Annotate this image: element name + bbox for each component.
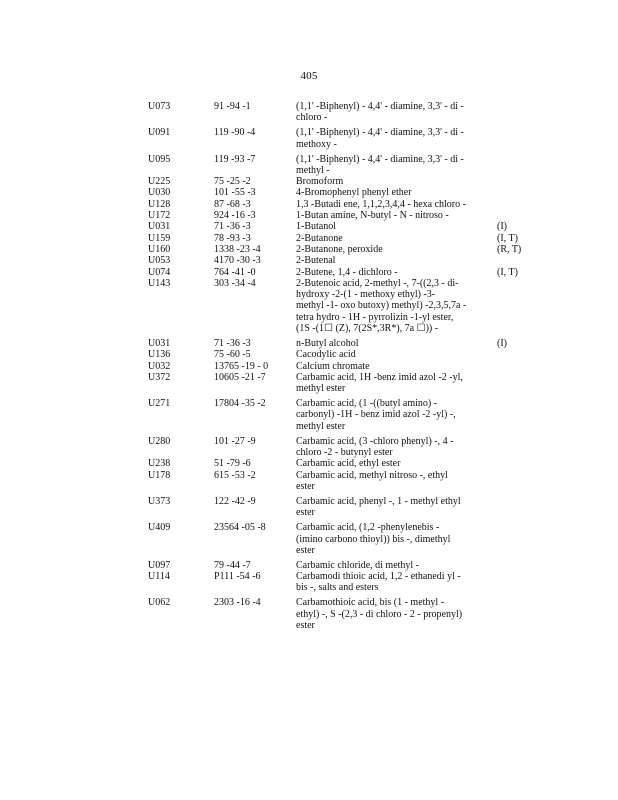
table-row — [148, 176, 528, 187]
cas-number: 23564 -05 -8 — [214, 522, 266, 534]
cas-number: 119 -90 -4 — [214, 127, 256, 139]
cas-number: P111 -54 -6 — [214, 571, 261, 583]
waste-code: U031 — [148, 338, 171, 349]
cas-number: 2303 -16 -4 — [214, 597, 261, 609]
table-row — [148, 372, 528, 395]
table-row — [148, 361, 528, 372]
cas-number: 71 -36 -3 — [214, 338, 251, 349]
cas-number: 10605 -21 -7 — [214, 371, 266, 383]
waste-code: U143 — [148, 277, 171, 289]
cas-number: 91 -94 -1 — [214, 101, 251, 112]
cas-number: 101 -55 -3 — [214, 187, 256, 199]
table-row — [148, 496, 528, 519]
substance-name: 2-Butenoic acid, 2-methyl -, 7-((2,3 - di- hydroxy -2-(1 - methoxy ethyl) -3- methyl -1- oxo butoxy) methyl) -2,3,5,7a - tetra hydro - 1H - pyrrolizin -1-yl ester, (1S -(1☐ (Z), 7(2S*,3R*), 7a ☐)) - — [296, 277, 467, 335]
table-row — [148, 244, 528, 255]
table-row — [148, 199, 528, 210]
table-row — [148, 154, 528, 177]
table-row — [148, 560, 528, 571]
cas-number: 101 -27 -9 — [214, 435, 256, 447]
waste-code: U030 — [148, 187, 171, 199]
substance-name: Carbamic acid, (1 -((butyl amino) - carbonyl) -1H - benz imid azol -2 -yl) -, methyl ester — [296, 398, 456, 432]
substance-name: Cacodylic acid — [296, 349, 356, 361]
table-row — [148, 255, 528, 266]
substance-name: (1,1' -Biphenyl) - 4,4' - diamine, 3,3' - di - methyl - — [296, 153, 464, 176]
cas-number: 17804 -35 -2 — [214, 398, 266, 410]
waste-code: U073 — [148, 101, 171, 112]
table-row — [148, 458, 528, 469]
table-row — [148, 398, 528, 432]
waste-code: U271 — [148, 398, 171, 410]
waste-code: U280 — [148, 435, 171, 447]
substance-name: Carbamic chloride, di methyl - — [296, 559, 420, 571]
cas-number: 1338 -23 -4 — [214, 243, 261, 255]
substance-name: n-Butyl alcohol — [296, 338, 359, 349]
cas-number: 79 -44 -7 — [214, 559, 251, 571]
waste-code: U062 — [148, 597, 171, 609]
substance-name: 2-Butenal — [296, 255, 336, 267]
table-row — [148, 127, 528, 150]
waste-code: U238 — [148, 458, 171, 470]
waste-code: U372 — [148, 371, 171, 383]
cas-number: 87 -68 -3 — [214, 198, 251, 210]
cas-number: 51 -79 -6 — [214, 458, 251, 470]
table-row — [148, 349, 528, 360]
waste-code: U053 — [148, 255, 171, 267]
substance-name: Bromoform — [296, 176, 344, 188]
waste-code: U032 — [148, 360, 171, 372]
table-row — [148, 187, 528, 198]
substance-name: 1-Butanol — [296, 221, 336, 233]
waste-code: U031 — [148, 221, 171, 233]
waste-code: U095 — [148, 153, 171, 165]
waste-code: U114 — [148, 571, 170, 583]
table-row — [148, 571, 528, 594]
cas-number: 75 -25 -2 — [214, 176, 251, 188]
table-row — [148, 470, 528, 493]
substance-name: Calcium chromate — [296, 360, 370, 372]
table-row — [148, 338, 528, 349]
cas-number: 13765 -19 - 0 — [214, 360, 269, 372]
substance-name: Carbamic acid, ethyl ester — [296, 458, 401, 470]
substance-name: 1,3 -Butadi ene, 1,1,2,3,4,4 - hexa chloro - — [296, 198, 466, 210]
waste-code-table — [148, 101, 528, 631]
waste-code: U172 — [148, 210, 171, 222]
substance-name: Carbamic acid, phenyl -, 1 - methyl ethyl ester — [296, 495, 461, 519]
table-row — [148, 101, 528, 124]
substance-name: Carbamodi thioic acid, 1,2 - ethanedi yl - bis -, salts and esters — [296, 571, 461, 594]
waste-code: U091 — [148, 127, 171, 139]
waste-code: U373 — [148, 495, 171, 507]
table-row — [148, 233, 528, 244]
cas-number: 4170 -30 -3 — [214, 255, 261, 267]
substance-name: Carbamothioic acid, bis (1 - methyl - ethyl) -, S -(2,3 - di chloro - 2 - propenyl) ester — [296, 597, 463, 631]
substance-name: 4-Bromophenyl phenyl ether — [296, 187, 412, 199]
waste-code: U159 — [148, 232, 171, 244]
substance-name: (1,1' -Biphenyl) - 4,4' - diamine, 3,3' - di - methoxy - — [296, 127, 464, 150]
substance-name: Carbamic acid, (1,2 -phenylenebis - (imino carbono thioyl)) bis -, dimethyl ester — [296, 522, 451, 556]
cas-number: 78 -93 -3 — [214, 232, 251, 244]
substance-name: 2-Butene, 1,4 - dichloro - — [296, 266, 398, 278]
waste-code: U136 — [148, 349, 171, 361]
waste-code: U160 — [148, 243, 171, 255]
substance-name: Carbamic acid, 1H -benz imid azol -2 -yl, methyl ester — [296, 371, 463, 395]
hazard-code: (I) — [497, 338, 507, 349]
table-row — [148, 221, 528, 232]
cas-number: 303 -34 -4 — [214, 277, 256, 289]
page-number: 405 — [300, 70, 318, 82]
table-row — [148, 436, 528, 459]
hazard-code: (I, T) — [497, 266, 518, 278]
table-row — [148, 267, 528, 278]
hazard-code: (I, T) — [497, 232, 518, 244]
substance-name: (1,1' -Biphenyl) - 4,4' - diamine, 3,3' - di - chloro - — [296, 101, 464, 124]
hazard-code: (R, T) — [497, 243, 522, 255]
cas-number: 924 -16 -3 — [214, 210, 256, 222]
cas-number: 615 -53 -2 — [214, 469, 256, 481]
cas-number: 122 -42 -9 — [214, 495, 256, 507]
cas-number: 71 -36 -3 — [214, 221, 251, 233]
table-row — [148, 278, 528, 334]
substance-name: 1-Butan amine, N-butyl - N - nitroso - — [296, 210, 449, 222]
waste-code: U225 — [148, 176, 171, 188]
hazard-code: (I) — [497, 221, 507, 233]
cas-number: 119 -93 -7 — [214, 153, 256, 165]
substance-name: Carbamic acid, methyl nitroso -, ethyl ester — [296, 469, 448, 492]
cas-number: 764 -41 -0 — [214, 266, 256, 278]
table-row — [148, 597, 528, 631]
table-row — [148, 210, 528, 221]
table-row — [148, 522, 528, 556]
substance-name: Carbamic acid, (3 -chloro phenyl) -, 4 - chloro -2 - butynyl ester — [296, 435, 454, 459]
waste-code: U074 — [148, 266, 171, 278]
cas-number: 75 -60 -5 — [214, 349, 251, 361]
substance-name: 2-Butanone, peroxide — [296, 243, 383, 255]
substance-name: 2-Butanone — [296, 232, 343, 244]
waste-code: U409 — [148, 522, 171, 534]
waste-code: U097 — [148, 559, 171, 571]
waste-code: U128 — [148, 198, 171, 210]
waste-code: U178 — [148, 469, 171, 481]
